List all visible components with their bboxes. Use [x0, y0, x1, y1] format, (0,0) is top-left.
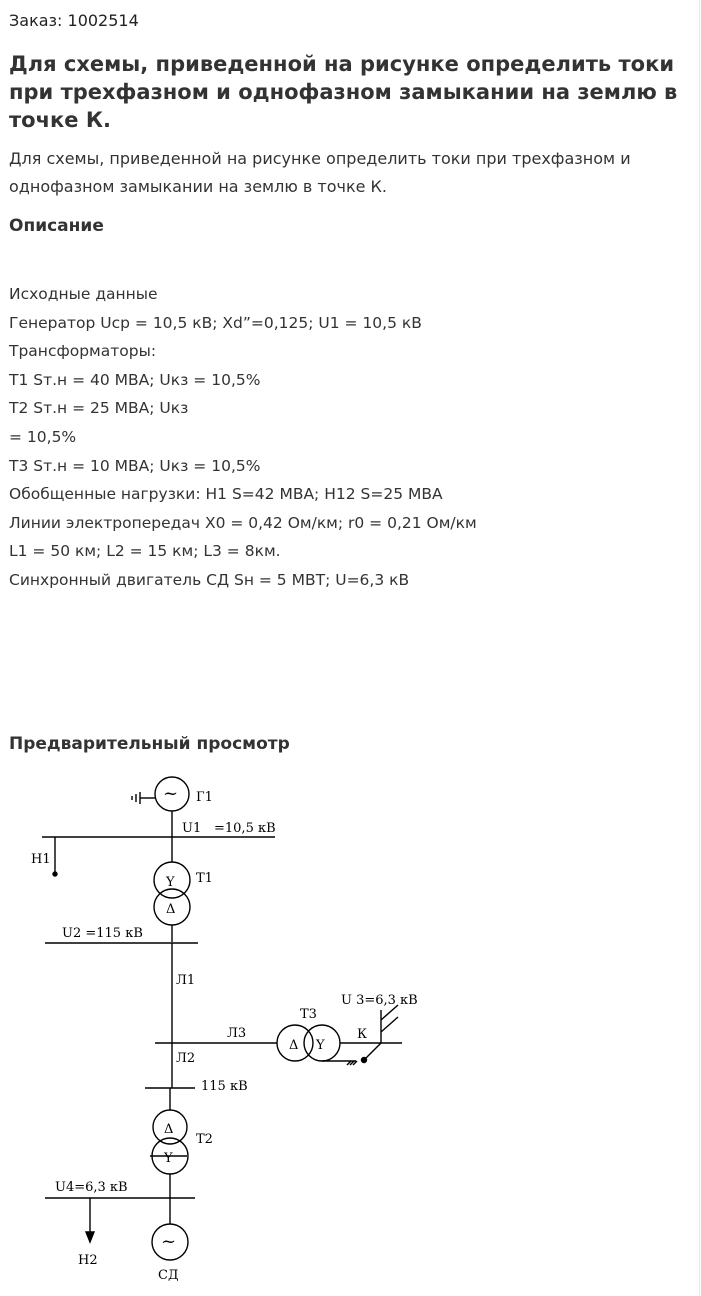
transformer-t3: [277, 1007, 402, 1065]
svg-text:Δ: Δ: [289, 1038, 299, 1053]
description-line: Обобщенные нагрузки: Н1 S=42 МВА; Н12 S=25 МВА: [9, 485, 443, 504]
svg-text:~: ~: [163, 783, 179, 804]
transformer-t1: [154, 837, 213, 942]
description-line: Т3 Sт.н = 10 МВА; Uкз = 10,5%: [9, 456, 261, 475]
label-u3: U 3=6,3 кВ: [341, 993, 418, 1008]
label-t2: Т2: [196, 1132, 213, 1147]
description-list: [9, 280, 477, 595]
svg-text:~: ~: [161, 1231, 177, 1252]
description-line: = 10,5%: [9, 427, 77, 446]
label-t1: Т1: [196, 871, 213, 886]
load-h1: [31, 837, 57, 876]
label-l1: Л1: [176, 973, 196, 988]
description-line: Т1 Sт.н = 40 МВА; Uкз = 10,5%: [9, 370, 261, 389]
generator-g1: [132, 777, 213, 811]
description-line: Т2 Sт.н = 25 МВА; Uкз: [9, 399, 189, 418]
label-sd: СД: [158, 1268, 179, 1283]
description-line: Исходные данные: [9, 285, 158, 303]
synchronous-motor-sd: [152, 1198, 188, 1283]
page-title: Для схемы, приведенной на рисунке определить токи при трехфазном и однофазном замыкании на землю в точке К.: [9, 52, 678, 132]
description-line: Генератор Uср = 10,5 кВ; Xd”=0,125; U1 = 10,5 кВ: [9, 313, 422, 332]
svg-text:Y: Y: [164, 1151, 173, 1166]
label-u4: U4=6,3 кВ: [55, 1180, 128, 1195]
circuit-diagram: [0, 770, 430, 1290]
description-heading: Описание: [9, 216, 104, 236]
label-h2: Н2: [78, 1253, 98, 1268]
preview-heading: Предварительный просмотр: [9, 734, 290, 754]
label-u1: U1: [182, 821, 202, 836]
svg-text:Δ: Δ: [164, 1122, 174, 1137]
label-l2: Л2: [176, 1051, 196, 1066]
svg-text:Y: Y: [316, 1038, 325, 1053]
fault-point-k: [341, 993, 418, 1063]
description-line: Линии электропередач X0 = 0,42 Ом/км; r0 = 0,21 Ом/км: [9, 513, 477, 532]
description-line: Синхронный двигатель СД Sн = 5 МВТ; U=6,3 кВ: [9, 570, 410, 589]
label-u1-value: =10,5 кВ: [214, 821, 276, 836]
label-k: К: [357, 1027, 368, 1042]
label-u2: U2 =115 кВ: [62, 926, 143, 941]
load-h2: [78, 1198, 98, 1268]
transformer-t2: [150, 1088, 213, 1198]
label-t3: Т3: [300, 1007, 317, 1022]
label-h1: Н1: [31, 852, 51, 867]
order-number: Заказ: 1002514: [9, 11, 139, 30]
description-line: L1 = 50 км; L2 = 15 км; L3 = 8км.: [9, 542, 281, 561]
svg-text:Y: Y: [166, 875, 175, 890]
svg-text:Δ: Δ: [166, 902, 176, 917]
task-lead: Для схемы, приведенной на рисунке определить токи при трехфазном и однофазном замыкании на землю в точке К.: [9, 149, 631, 196]
label-l3: Л3: [227, 1026, 247, 1041]
description-line: Трансформаторы:: [9, 342, 157, 361]
label-115kv: 115 кВ: [201, 1079, 248, 1094]
label-g1: Г1: [196, 790, 213, 805]
